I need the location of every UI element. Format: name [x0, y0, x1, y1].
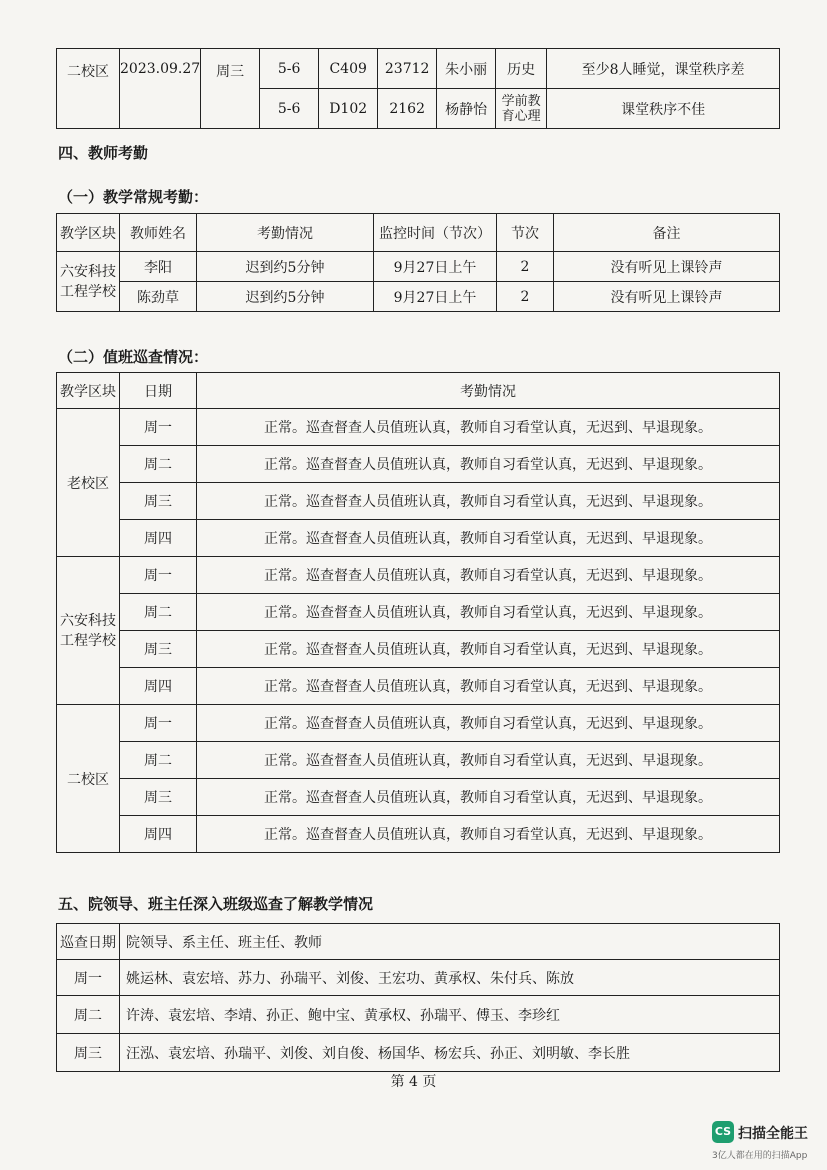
status-cell: 正常。巡查督查人员值班认真，教师自习看堂认真，无迟到、早退现象。	[197, 742, 780, 779]
time-cell: 9月27日上午	[374, 282, 497, 312]
teaching-attendance-table	[56, 213, 780, 312]
header-cell: 教学区块	[57, 373, 120, 409]
page-number: 第 4 页	[390, 1074, 437, 1090]
header-cell: 巡查日期	[57, 924, 120, 960]
status-cell: 正常。巡查督查人员值班认真，教师自习看堂认真，无迟到、早退现象。	[197, 446, 780, 483]
section4-sub2-title: （二）值班巡查情况：	[58, 348, 209, 366]
subject-cell: 学前教育心理	[496, 89, 547, 129]
status-cell: 正常。巡查督查人员值班认真，教师自习看堂认真，无迟到、早退现象。	[197, 520, 780, 557]
campus-cell: 六安科技工程学校	[57, 557, 120, 705]
day-cell: 周四	[120, 816, 197, 853]
duty-inspection-table	[56, 372, 780, 853]
room-cell: D102	[319, 89, 378, 129]
header-cell: 节次	[497, 214, 554, 252]
period-cell: 2	[497, 282, 554, 312]
note-cell: 课堂秩序不佳	[547, 89, 780, 129]
section5-title: 五、院领导、班主任深入班级巡查了解教学情况	[58, 895, 374, 913]
people-cell: 许涛、袁宏培、李靖、孙正、鲍中宝、黄承权、孙瑞平、傅玉、李珍红	[120, 996, 780, 1034]
scanner-watermark	[712, 1121, 822, 1165]
class-no-cell: 2162	[378, 89, 437, 129]
period-cell: 5-6	[260, 49, 319, 89]
day-cell: 周一	[57, 960, 120, 996]
teacher-cell: 李阳	[120, 252, 197, 282]
leader-inspection-table	[56, 923, 780, 1072]
note-cell: 至少8人睡觉，课堂秩序差	[547, 49, 780, 89]
campus-cell: 二校区	[57, 49, 120, 129]
header-cell: 监控时间（节次）	[374, 214, 497, 252]
people-cell: 汪泓、袁宏培、孙瑞平、刘俊、刘自俊、杨国华、杨宏兵、孙正、刘明敏、李长胜	[120, 1034, 780, 1072]
people-cell: 姚运林、袁宏培、苏力、孙瑞平、刘俊、王宏功、黄承权、朱付兵、陈放	[120, 960, 780, 996]
day-cell: 周二	[120, 446, 197, 483]
date-cell: 2023.09.27	[120, 49, 201, 129]
note-cell: 没有听见上课铃声	[554, 252, 780, 282]
teacher-cell: 朱小丽	[437, 49, 496, 89]
day-cell: 周一	[120, 409, 197, 446]
day-cell: 周三	[120, 483, 197, 520]
section4-sub1-title: （一）教学常规考勤：	[58, 188, 209, 206]
time-cell: 9月27日上午	[374, 252, 497, 282]
header-cell: 教师姓名	[120, 214, 197, 252]
header-cell: 教学区块	[57, 214, 120, 252]
day-cell: 周四	[120, 520, 197, 557]
day-cell: 周三	[57, 1034, 120, 1072]
period-cell: 2	[497, 252, 554, 282]
header-cell: 考勤情况	[197, 373, 780, 409]
scanner-name: 扫描全能王	[738, 1126, 808, 1142]
campus-cell: 老校区	[57, 409, 120, 557]
weekday-cell: 周三	[201, 49, 260, 129]
cs-logo-icon: CS	[712, 1121, 734, 1143]
status-cell: 正常。巡查督查人员值班认真，教师自习看堂认真，无迟到、早退现象。	[197, 557, 780, 594]
status-cell: 正常。巡查督查人员值班认真，教师自习看堂认真，无迟到、早退现象。	[197, 631, 780, 668]
campus-cell: 二校区	[57, 705, 120, 853]
header-cell: 日期	[120, 373, 197, 409]
day-cell: 周三	[120, 779, 197, 816]
section4-title: 四、教师考勤	[58, 144, 149, 162]
day-cell: 周二	[120, 594, 197, 631]
status-cell: 正常。巡查督查人员值班认真，教师自习看堂认真，无迟到、早退现象。	[197, 594, 780, 631]
day-cell: 周四	[120, 668, 197, 705]
status-cell: 正常。巡查督查人员值班认真，教师自习看堂认真，无迟到、早退现象。	[197, 483, 780, 520]
class-inspection-table	[56, 48, 780, 129]
status-cell: 迟到约5分钟	[197, 282, 374, 312]
note-cell: 没有听见上课铃声	[554, 282, 780, 312]
status-cell: 迟到约5分钟	[197, 252, 374, 282]
header-cell: 备注	[554, 214, 780, 252]
room-cell: C409	[319, 49, 378, 89]
status-cell: 正常。巡查督查人员值班认真，教师自习看堂认真，无迟到、早退现象。	[197, 779, 780, 816]
teacher-cell: 陈劲草	[120, 282, 197, 312]
day-cell: 周二	[57, 996, 120, 1034]
teacher-cell: 杨静怡	[437, 89, 496, 129]
header-cell: 院领导、系主任、班主任、教师	[120, 924, 780, 960]
status-cell: 正常。巡查督查人员值班认真，教师自习看堂认真，无迟到、早退现象。	[197, 668, 780, 705]
scanner-tagline: 3亿人都在用的扫描App	[712, 1151, 808, 1161]
day-cell: 周一	[120, 557, 197, 594]
header-cell: 考勤情况	[197, 214, 374, 252]
day-cell: 周二	[120, 742, 197, 779]
subject-cell: 历史	[496, 49, 547, 89]
status-cell: 正常。巡查督查人员值班认真，教师自习看堂认真，无迟到、早退现象。	[197, 816, 780, 853]
status-cell: 正常。巡查督查人员值班认真，教师自习看堂认真，无迟到、早退现象。	[197, 705, 780, 742]
period-cell: 5-6	[260, 89, 319, 129]
class-no-cell: 23712	[378, 49, 437, 89]
status-cell: 正常。巡查督查人员值班认真，教师自习看堂认真，无迟到、早退现象。	[197, 409, 780, 446]
day-cell: 周三	[120, 631, 197, 668]
day-cell: 周一	[120, 705, 197, 742]
campus-cell: 六安科技工程学校	[57, 252, 120, 312]
